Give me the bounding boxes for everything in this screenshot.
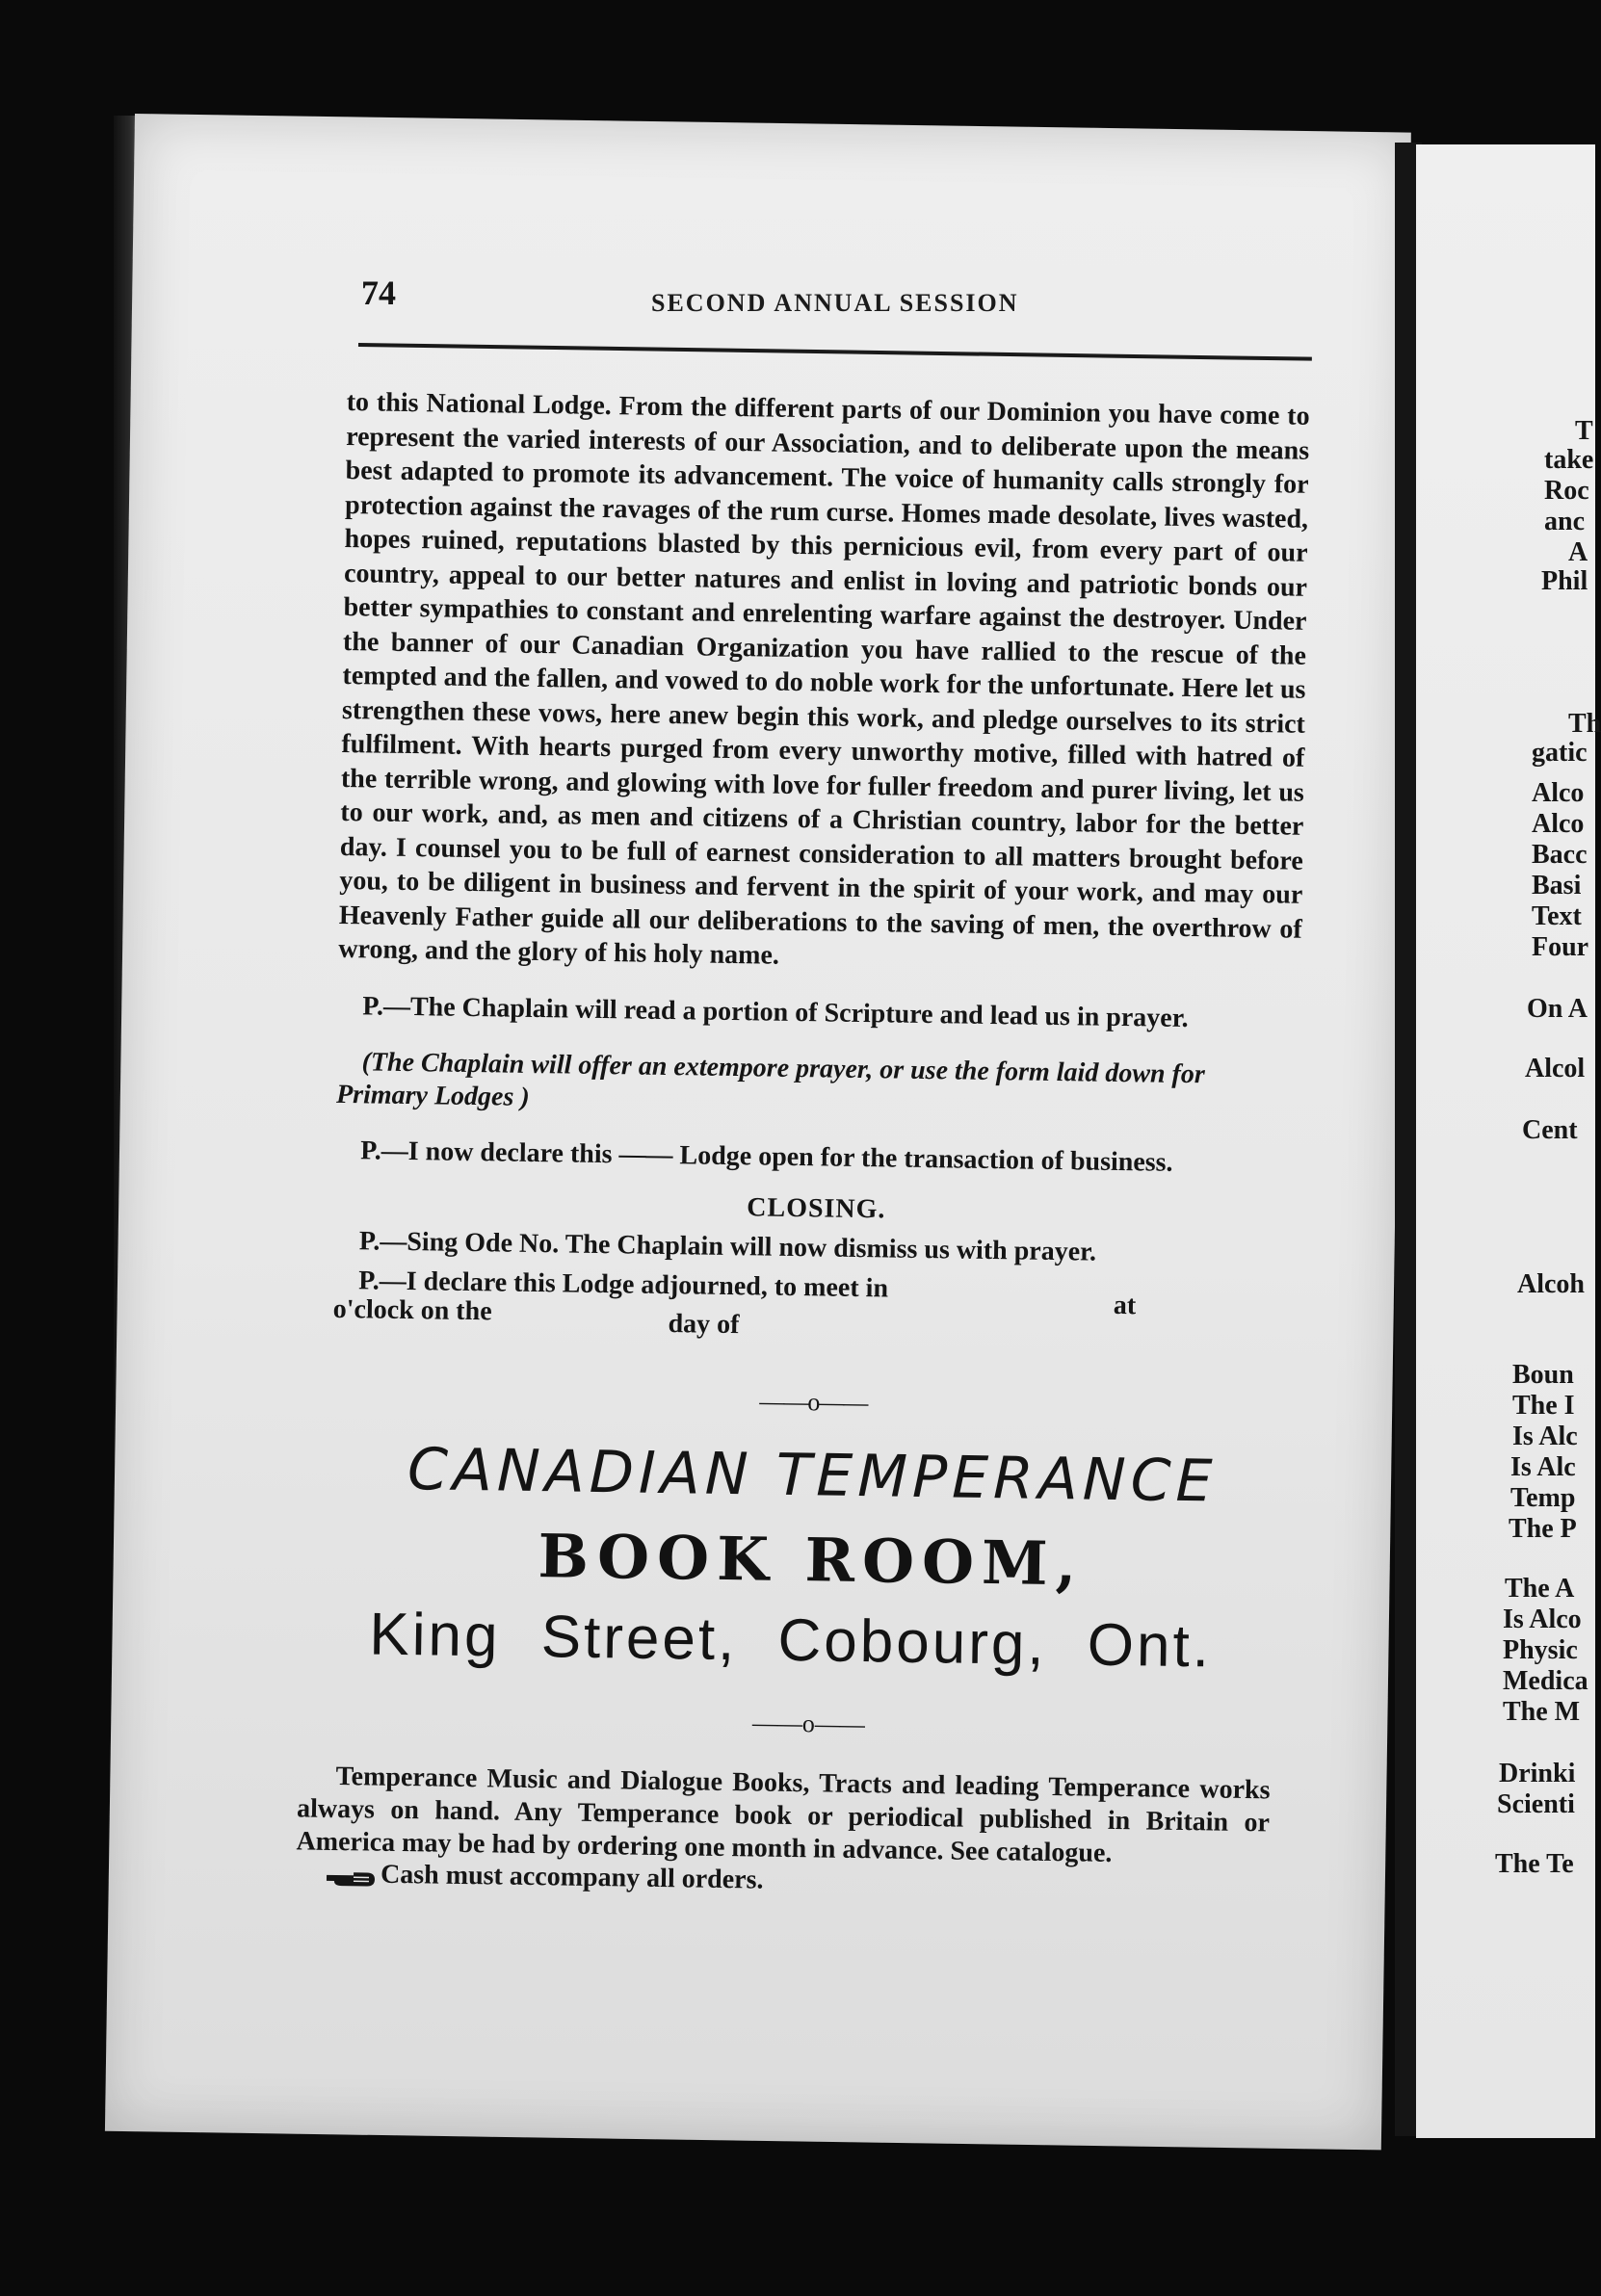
right-fragment-5: A: [1568, 537, 1588, 567]
right-fragment-1: T: [1575, 416, 1593, 446]
right-fragment-22: Is Alc: [1510, 1452, 1576, 1482]
ad-title-address: King Street, Cobourg, Ont.: [368, 1600, 1213, 1680]
right-fragment-27: Physic: [1503, 1635, 1578, 1665]
ornament-divider: ——o——: [759, 1386, 868, 1417]
pointing-hand-icon: [325, 1866, 377, 1886]
right-fragment-4: anc: [1544, 507, 1585, 536]
right-fragment-9: Alco: [1532, 778, 1585, 808]
running-title: SECOND ANNUAL SESSION: [651, 289, 1019, 317]
right-fragment-29: The M: [1503, 1697, 1581, 1727]
page-number: 74: [361, 274, 396, 312]
ad-note-text: Cash must accompany all orders.: [380, 1859, 764, 1895]
right-fragment-23: Temp: [1510, 1483, 1576, 1513]
right-fragment-16: Alcol: [1525, 1054, 1586, 1083]
address-paragraph: to this National Lodge. From the different parts of our Dominion you have come to represent the varied interests of our Association, and to deliberate upon the means best adapted to promote its advancement. The voice of humanity calls strongly for protection against the ravages of the rum curse. Homes made desolate, lives wasted, hopes ruined, reputations blasted by this pernicious evil, from every part of our country, appeal to our better natures and enlist in loving and patriotic bonds our better sympathies to constant and enrelenting warfare against the destroyer. Under the banner of our Canadian Organization you have rallied to the rescue of the tempted and the fallen, and vowed to do noble work for the unfortunate. Here let us strengthen these vows, here anew begin this work, and pledge ourselves to its strict fulfilment. With hearts purged from every unworthy motive, filled with hatred of the terrible wrong, and glowing with love for fuller freedom and purer living, let us to our work, and, as men and citizens of a Christian country, labor for the better day. I counsel you to be full of earnest consideration to all matters brought before you, to be diligent in business and fervent in the spirit of your work, and may our Heavenly Father guide all our deliberations to the saving of men, the overthrow of wrong, and the glory of his holy name.: [338, 386, 1310, 971]
right-fragment-31: Scienti: [1497, 1789, 1575, 1819]
right-fragment-18: Alcoh: [1517, 1269, 1585, 1299]
right-fragment-24: The P: [1509, 1514, 1577, 1544]
right-fragment-17: Cent: [1522, 1115, 1578, 1145]
right-fragment-11: Bacc: [1532, 840, 1588, 870]
closing-heading: CLOSING.: [747, 1191, 886, 1224]
ad-title-book-room: BOOK ROOM,: [538, 1520, 1085, 1599]
sing-ode-line: P.—Sing Ode No. The Chaplain will now dismiss us with prayer.: [358, 1225, 1097, 1267]
right-fragment-2: take: [1544, 445, 1594, 475]
adjourn-line-2: o'clock on the: [332, 1293, 492, 1326]
adjourn-line-1: P.—I declare this Lodge adjourned, to meet in: [357, 1265, 889, 1303]
right-fragment-28: Medica: [1503, 1666, 1588, 1696]
right-fragment-32: The Te: [1495, 1849, 1574, 1879]
main-text-block: [296, 385, 1310, 1903]
right-fragment-3: Roc: [1544, 476, 1589, 506]
right-fragment-12: Basi: [1532, 871, 1582, 900]
ad-body-text: Temperance Music and Dialogue Books, Tracts and leading Temperance works always on hand. Any Temperance book or periodical published in Britain or America may be had by ordering one month in advance. See catalogue.: [296, 1761, 1271, 1868]
chaplain-scripture-line: P.—The Chaplain will read a portion of Scripture and lead us in prayer.: [362, 990, 1189, 1033]
adjourn-day-of: day of: [668, 1308, 740, 1340]
right-fragment-25: The A: [1505, 1574, 1575, 1604]
ad-title-canadian-temperance: CANADIAN TEMPERANCE: [407, 1435, 1219, 1516]
right-fragment-8: gatic: [1532, 738, 1588, 768]
adjourn-block: [332, 1265, 1297, 1346]
adjourn-at: at: [1113, 1290, 1137, 1320]
ornament-divider-2: ——o——: [751, 1708, 866, 1738]
right-fragment-26: Is Alco: [1503, 1605, 1582, 1634]
right-fragment-10: Alco: [1532, 809, 1585, 839]
right-fragment-30: Drinki: [1499, 1759, 1576, 1788]
right-fragment-6: Phil: [1541, 566, 1588, 596]
right-fragment-14: Four: [1532, 932, 1589, 962]
declare-open-line: P.—I now declare this —— Lodge open for the transaction of business.: [359, 1135, 1173, 1178]
right-fragment-21: Is Alc: [1512, 1422, 1578, 1451]
right-fragment-7: Th: [1568, 709, 1601, 739]
prayer-instruction: (The Chaplain will offer an extempore prayer, or use the form laid down for Primary Lodges ): [335, 1046, 1206, 1112]
right-fragment-13: Text: [1532, 901, 1582, 931]
right-fragment-19: Boun: [1512, 1360, 1574, 1390]
right-fragment-20: The I: [1512, 1391, 1575, 1421]
right-fragment-15: On A: [1527, 994, 1588, 1024]
